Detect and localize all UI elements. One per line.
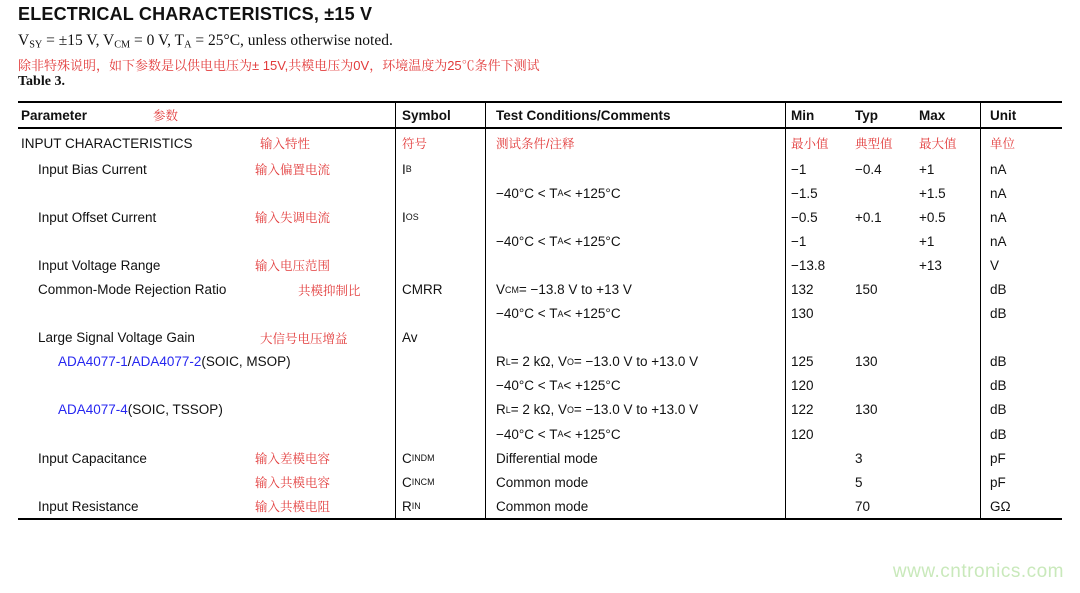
header-typ-cell: Typ <box>855 107 878 123</box>
unit-cell: nA <box>980 229 1062 253</box>
min-value-cell <box>785 494 850 518</box>
typ-value-cell <box>850 253 915 277</box>
condition-cell: Differential mode <box>485 446 785 470</box>
table-row <box>18 398 1062 422</box>
header-conditions-cell: Test Conditions/Comments <box>485 103 785 127</box>
min-value-cell: −0.5 <box>785 205 850 229</box>
min-value-cell <box>785 446 850 470</box>
parameter-cell <box>18 129 395 157</box>
condition-cell: −40°C < T A < +125°C <box>485 229 785 253</box>
max-value-cell: 最大值 <box>919 137 957 151</box>
condition-cell <box>485 253 785 277</box>
parameter-label: (SOIC, TSSOP) <box>127 402 223 418</box>
symbol-cell: Av <box>395 326 485 350</box>
condition-cell <box>485 326 785 350</box>
condition-cell: −40°C < T A < +125°C <box>485 302 785 326</box>
symbol-cell <box>395 398 485 422</box>
parameter-cell <box>18 470 395 494</box>
parameter-cell <box>18 374 395 398</box>
min-value-cell: −1.5 <box>785 181 850 205</box>
parameter-annotation-cn: 输入差模电容 <box>255 452 331 467</box>
typ-value-cell <box>850 302 915 326</box>
max-value-cell <box>915 302 980 326</box>
max-value-cell <box>915 277 980 301</box>
min-value-cell: −1 <box>785 229 850 253</box>
condition-cell <box>485 157 785 181</box>
parameter-label: Large Signal Voltage Gain <box>38 330 195 346</box>
symbol-cell: CMRR <box>395 277 485 301</box>
condition-cell: −40°C < T A < +125°C <box>485 374 785 398</box>
symbol-cell: I B <box>395 157 485 181</box>
table-row <box>18 157 1062 181</box>
typ-value-cell: 70 <box>855 498 871 514</box>
table-row <box>18 494 1062 518</box>
condition-cell: V CM = −13.8 V to +13 V <box>485 277 785 301</box>
max-value-cell: +13 <box>919 257 942 273</box>
parameter-cell <box>18 277 395 301</box>
conditions-line: $V_{SY} = \pm 15$ V, $V_{CM} = 0$ V, $T_A = 25^\circ C$, unless otherwise noted. <box>18 32 393 51</box>
condition-cell: 测试条件/注释 <box>485 129 785 157</box>
parameter-annotation-cn: 输入偏置电流 <box>255 163 331 178</box>
typ-value-cell: 130 <box>855 402 878 418</box>
unit-cell: 单位 <box>980 129 1062 157</box>
unit-cell: pF <box>980 446 1062 470</box>
symbol-cell: R IN <box>395 494 485 518</box>
symbol-cell <box>395 350 485 374</box>
table-row <box>18 229 1062 253</box>
min-value-cell: 130 <box>785 302 850 326</box>
parameter-label: Input Offset Current <box>38 209 157 225</box>
table-row <box>18 374 1062 398</box>
parameter-cell <box>18 302 395 326</box>
header-max-cell: Max <box>919 107 946 123</box>
parameter-annotation-cn: 输入特性 <box>260 137 311 151</box>
table-label: Table 3. <box>18 74 65 89</box>
symbol-cell <box>395 229 485 253</box>
unit-cell: dB <box>980 422 1062 446</box>
table-row <box>18 205 1062 229</box>
parameter-annotation-cn: 输入电压范围 <box>255 259 331 274</box>
max-value-cell: +1 <box>919 161 935 177</box>
max-value-cell: +1.5 <box>919 185 946 201</box>
unit-cell: nA <box>980 157 1062 181</box>
parameter-cell <box>18 494 395 518</box>
characteristics-table <box>18 101 1062 520</box>
symbol-cell <box>395 181 485 205</box>
part-number-link[interactable]: ADA4077-4 <box>58 402 128 418</box>
page-title: ELECTRICAL CHARACTERISTICS, ±15 V <box>18 4 373 24</box>
symbol-cell <box>395 422 485 446</box>
parameter-cell <box>18 181 395 205</box>
max-value-cell <box>915 374 980 398</box>
header-min-cell: Min <box>785 103 850 127</box>
min-value-cell: −1 <box>785 157 850 181</box>
parameter-annotation-cn: 共模抑制比 <box>298 283 361 298</box>
typ-value-cell: 3 <box>855 450 863 466</box>
max-value-cell <box>915 494 980 518</box>
table-row <box>18 253 1062 277</box>
max-value-cell <box>915 422 980 446</box>
part-number-link[interactable]: ADA4077-1 <box>58 354 128 370</box>
unit-cell: nA <box>980 181 1062 205</box>
typ-value-cell <box>850 326 915 350</box>
unit-cell <box>980 326 1062 350</box>
unit-cell: GΩ <box>980 494 1062 518</box>
symbol-cell <box>395 302 485 326</box>
condition-cell: R L = 2 kΩ, V O = −13.0 V to +13.0 V <box>485 350 785 374</box>
table-row <box>18 302 1062 326</box>
header-symbol-cell: Symbol <box>395 103 485 127</box>
table-header-row <box>18 103 1062 129</box>
table-row <box>18 422 1062 446</box>
header-parameter-cn: 参数 <box>153 109 179 123</box>
min-value-cell <box>785 470 850 494</box>
min-value-cell: 120 <box>785 422 850 446</box>
typ-value-cell: 5 <box>855 474 863 490</box>
condition-cell: −40°C < T A < +125°C <box>485 181 785 205</box>
parameter-label: Input Resistance <box>38 498 139 514</box>
condition-cell: Common mode <box>485 470 785 494</box>
parameter-annotation-cn: 输入失调电流 <box>255 211 331 226</box>
table-row <box>18 181 1062 205</box>
condition-cell: R L = 2 kΩ, V O = −13.0 V to +13.0 V <box>485 398 785 422</box>
parameter-cell <box>18 350 395 374</box>
symbol-cell <box>395 374 485 398</box>
min-value-cell: −13.8 <box>785 253 850 277</box>
table-row <box>18 350 1062 374</box>
parameter-label: / <box>127 354 132 370</box>
unit-cell: dB <box>980 277 1062 301</box>
unit-cell: nA <box>980 205 1062 229</box>
condition-cell: Common mode <box>485 494 785 518</box>
table-body <box>18 129 1062 520</box>
max-value-cell: +0.5 <box>919 209 946 225</box>
parameter-cell <box>18 253 395 277</box>
typ-value-cell: 150 <box>855 282 878 298</box>
unit-cell: V <box>980 253 1062 277</box>
header-unit-cell: Unit <box>980 103 1062 127</box>
min-value-cell: 最小值 <box>785 129 850 157</box>
unit-cell: dB <box>980 374 1062 398</box>
watermark-url: www.cntronics.com <box>892 561 1064 582</box>
table-row <box>18 326 1062 350</box>
unit-cell: dB <box>980 350 1062 374</box>
unit-cell: dB <box>980 302 1062 326</box>
max-value-cell <box>915 446 980 470</box>
typ-value-cell <box>850 229 915 253</box>
min-value-cell: 122 <box>785 398 850 422</box>
min-value-cell: 120 <box>785 374 850 398</box>
header-parameter-cell <box>18 103 395 127</box>
max-value-cell <box>915 398 980 422</box>
condition-cell <box>485 205 785 229</box>
table-row <box>18 446 1062 470</box>
typ-value-cell: −0.4 <box>855 161 882 177</box>
header-parameter-label: Parameter <box>21 107 88 123</box>
unit-cell: dB <box>980 398 1062 422</box>
max-value-cell: +1 <box>919 233 935 249</box>
parameter-annotation-cn: 大信号电压增益 <box>260 331 348 346</box>
min-value-cell <box>785 326 850 350</box>
symbol-cell: C INDM <box>395 446 485 470</box>
parameter-cell <box>18 326 395 350</box>
typ-value-cell <box>850 422 915 446</box>
conditions-annotation-cn: 除非特殊说明，如下参数是以供电电压为± 15V,共模电压为0V，环境温度为25℃条件下测试 <box>18 58 540 73</box>
table-section-row <box>18 129 1062 157</box>
part-number-link[interactable]: ADA4077-2 <box>131 354 202 370</box>
parameter-label: Common-Mode Rejection Ratio <box>38 282 227 298</box>
max-value-cell <box>915 470 980 494</box>
parameter-label: (SOIC, MSOP) <box>201 354 291 370</box>
symbol-cell: I OS <box>395 205 485 229</box>
symbol-cell: 符号 <box>395 129 485 157</box>
parameter-cell <box>18 205 395 229</box>
parameter-label: INPUT CHARACTERISTICS <box>21 135 193 151</box>
condition-cell: −40°C < T A < +125°C <box>485 422 785 446</box>
parameter-cell <box>18 398 395 422</box>
max-value-cell <box>915 350 980 374</box>
parameter-annotation-cn: 输入共模电容 <box>255 476 331 491</box>
table-row <box>18 277 1062 301</box>
min-value-cell: 125 <box>785 350 850 374</box>
symbol-cell: C INCM <box>395 470 485 494</box>
parameter-label: Input Voltage Range <box>38 257 161 273</box>
unit-cell: pF <box>980 470 1062 494</box>
parameter-cell <box>18 229 395 253</box>
max-value-cell <box>915 326 980 350</box>
parameter-cell <box>18 422 395 446</box>
typ-value-cell: +0.1 <box>855 209 882 225</box>
symbol-cell <box>395 253 485 277</box>
min-value-cell: 132 <box>785 277 850 301</box>
parameter-annotation-cn: 输入共模电阻 <box>255 500 331 515</box>
parameter-label: Input Capacitance <box>38 450 147 466</box>
parameter-cell <box>18 157 395 181</box>
typ-value-cell: 典型值 <box>855 137 893 151</box>
typ-value-cell: 130 <box>855 354 878 370</box>
typ-value-cell <box>850 181 915 205</box>
typ-value-cell <box>850 374 915 398</box>
parameter-cell <box>18 446 395 470</box>
table-row <box>18 470 1062 494</box>
parameter-label: Input Bias Current <box>38 161 147 177</box>
